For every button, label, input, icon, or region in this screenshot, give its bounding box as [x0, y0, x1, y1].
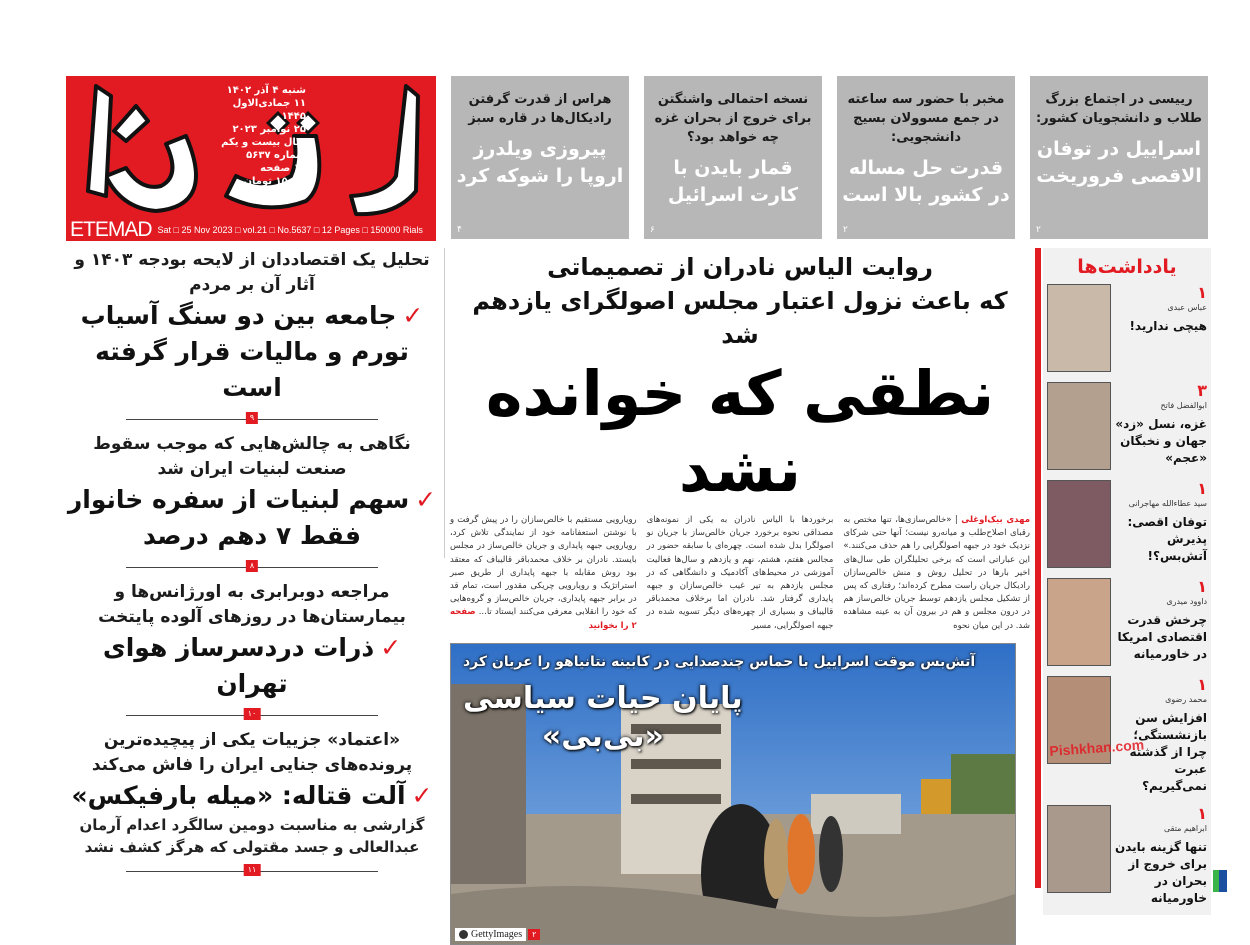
- note-item[interactable]: [1043, 803, 1211, 915]
- story-kicker: مراجعه دوبرابری به اورژانس‌ها و بیمارستان‌ها در روزهای آلوده پایتخت: [98, 582, 406, 627]
- main-column: [450, 250, 1030, 945]
- divider: [126, 864, 378, 878]
- watermark: Pishkhan.com: [1048, 736, 1145, 759]
- body-column: [450, 514, 637, 633]
- body-text: رویارویی مستقیم با خالص‌سازان را در پیش گرفت و با نوشتن استعفانامه خود از نمایندگی تلاش کرد، رویارویی جبهه پایداری و جریان خالص‌ساز در مجلس بایستد. نادران بر خلاف محمدباقر قالیباف که معتقد بود روش مقابله با جبهه پایداری از طریق صبر استراتژیک و رویارویی چریکی مقدور است، تمام قد در برابر جبهه پایداری، جریان خالص‌ساز و گروه‌هایی که خود را انقلابی معرفی می‌کنند ایستاد تا...: [449, 515, 637, 618]
- camera-icon: [459, 930, 468, 939]
- page-badge: ۱۰: [244, 708, 261, 720]
- note-author: داوود میدری: [1166, 597, 1207, 606]
- teaser-kicker: هراس از قدرت گرفتن رادیکال‌ها در قاره سبز: [468, 92, 612, 126]
- english-meta: Sat □ 25 Nov 2023 □ vol.21 □ No.5637 □ 12 Pages □ 150000 Rials: [157, 225, 423, 235]
- note-page: ۱: [1197, 675, 1207, 694]
- notes-title: یادداشت‌ها: [1077, 256, 1177, 278]
- read-more-link[interactable]: صفحه ۲ را بخوانید: [449, 607, 637, 631]
- author-photo: [1047, 805, 1111, 893]
- body-column: برخوردها با الیاس نادران به یکی از نمونه‌های مصداقی نحوه برخورد جریان خالص‌ساز با جریان نو اصولگرا بدل شده است. چهره‌ای با سابقه حضور در مجالس هفتم، هشتم، نهم و یازدهم و سال‌ها فعالیت آموزشی در محیط‌های آکادمیک و دانشگاهی که در مجلس یازدهم به تیر غیب خالص‌سازان و جبهه پایداری گرفتار شد. نادران اما برخلاف محمدباقر قالیباف و بسیاری از چهره‌های دیگر تسویه شده در جبهه اصولگرایی، مسیر: [646, 515, 834, 631]
- divider: [126, 412, 378, 426]
- story-headline: [66, 778, 438, 814]
- note-page: ۱: [1197, 804, 1207, 823]
- note-page: ۱: [1197, 283, 1207, 302]
- photo-title-line: «بی‌بی»: [541, 718, 664, 754]
- teaser-box[interactable]: [451, 76, 629, 239]
- note-title: تنها گزینه بایدن برای خروج از بحران در خاورمیانه: [1114, 840, 1207, 905]
- date-gregorian: ۲۵ نوامبر ۲۰۲۳: [232, 124, 306, 135]
- note-page: ۱: [1197, 479, 1207, 498]
- note-author: سید عطاءالله مهاجرانی: [1128, 499, 1207, 508]
- teaser-page: ۶: [650, 225, 655, 235]
- note-item[interactable]: [1043, 282, 1211, 380]
- story[interactable]: [66, 432, 438, 554]
- check-icon: ✓: [380, 633, 402, 662]
- masthead: [66, 76, 436, 241]
- photo-title-line: پایان حیات سیاسی: [463, 680, 743, 716]
- divider: [126, 708, 378, 722]
- teaser-kicker: نسخه احتمالی واشنگتن برای خروج از بحران غزه چه خواهد بود؟: [654, 92, 812, 145]
- story[interactable]: [66, 728, 438, 858]
- main-kicker[interactable]: [450, 250, 1030, 352]
- story-kicker: تحلیل یک اقتصاددان از لایحه بودجه ۱۴۰۳ و آثار آن بر مردم: [74, 250, 430, 295]
- story[interactable]: [66, 248, 438, 406]
- teaser-box[interactable]: [644, 76, 822, 239]
- note-title: توفان اقصی: پذیرش آتش‌بس؟!: [1127, 515, 1207, 563]
- left-column: [66, 248, 438, 884]
- masthead-footer: [66, 219, 436, 241]
- story-subtitle: گزارشی به مناسبت دومین سالگرد اعدام آرمان عبدالعالی و جسد مقتولی که هرگز کشف نشد: [79, 816, 425, 856]
- check-icon: ✓: [415, 485, 437, 514]
- credit-text: GettyImages: [471, 928, 523, 940]
- teaser-kicker: ریيسی در اجتماع بزرگ طلاب و دانشجویان کشور:: [1035, 92, 1203, 126]
- byline: مهدی بیک‌اوغلی: [961, 515, 1030, 525]
- check-icon: ✓: [402, 301, 424, 330]
- teaser-title: اسراییل در توفان الاقصی فروریخت: [1036, 138, 1202, 187]
- note-title: غزه، نسل «زد» جهان و نخبگان «عجم»: [1115, 417, 1207, 465]
- teaser-page: ۲: [843, 225, 848, 235]
- note-title: هیچی ندارید!: [1129, 319, 1207, 333]
- author-photo: [1047, 578, 1111, 666]
- note-page: ۱: [1197, 577, 1207, 596]
- photo-credit: [455, 928, 540, 941]
- note-author: ابوالفضل فاتح: [1160, 401, 1207, 410]
- note-item[interactable]: [1043, 478, 1211, 576]
- author-photo: [1047, 676, 1145, 764]
- kicker-line: که باعث نزول اعتبار مجلس اصولگرای یازدهم شد: [472, 287, 1008, 349]
- body-text: «خالص‌سازی‌ها، تنها مختص به رقبای اصلاح‌طلب و میانه‌رو نیست؛ آنها حتی شرکای نزدیک خود در جبهه اصولگرایی را هم حذف می‌کنند.» این عباراتی است که برخی تحلیلگران طی سال‌های اخیر بارها در تحلیل روش و منش خالص‌سازان رادیکال جریان راست مطرح کرده‌اند؛ رفتاری که پس از تشکیل مجلس یازدهم توسط جریان خالص‌ساز هم در درون مجلس و هم در بیرون آن به عینه مشاهده شد. در این میان نحوه: [843, 515, 1030, 631]
- story-kicker: نگاهی به چالش‌هایی که موجب سقوط صنعت لبنیات ایران شد: [93, 434, 411, 479]
- teaser-page: ۲: [1036, 225, 1041, 235]
- headline-text: آلت قتاله: «میله بارفیکس»: [71, 781, 406, 810]
- story-kicker: «اعتماد» جزییات یکی از پیچیده‌ترین پرونده‌های جنایی ایران را فاش می‌کند: [91, 730, 413, 775]
- page-count: ۱۲ صفحه: [260, 163, 306, 174]
- getty-credit: [455, 928, 526, 941]
- note-author: ابراهیم متقی: [1164, 824, 1207, 833]
- note-author: عباس عبدی: [1167, 303, 1207, 312]
- main-body: [450, 514, 1030, 633]
- price: ۱۵۰۰۰ تومان: [243, 176, 306, 187]
- story-headline: [66, 630, 438, 702]
- issue-number: شماره ۵۶۳۷: [246, 150, 306, 161]
- page-badge: ۱۱: [244, 864, 261, 876]
- masthead-dates: [206, 84, 306, 188]
- date-hijri: ۱۱ جمادی‌الاول ۱۴۴۵: [232, 98, 306, 122]
- teaser-box[interactable]: [837, 76, 1015, 239]
- note-item[interactable]: [1043, 576, 1211, 674]
- photo-kicker: آتش‌بس موقت اسراییل با حماس چندصدایی در کابینه نتانیاهو را عریان کرد: [463, 653, 976, 670]
- accent-bar: [1035, 248, 1041, 888]
- english-name: ETEMAD: [70, 218, 152, 241]
- divider: [126, 560, 378, 574]
- check-icon: ✓: [411, 781, 433, 810]
- kicker-line: روایت الیاس نادران از تصمیماتی: [547, 253, 933, 281]
- corner-mark: [1219, 870, 1227, 892]
- headline-text: جامعه بین دو سنگ آسیاب تورم و مالیات قرار گرفته است: [80, 301, 409, 402]
- story-headline: [66, 298, 438, 406]
- photo-text: [463, 652, 1003, 756]
- page-badge: ۹: [246, 412, 258, 424]
- teaser-page: ۴: [457, 225, 462, 235]
- story-headline: [66, 482, 438, 554]
- note-item[interactable]: [1043, 380, 1211, 478]
- note-page: ۳: [1197, 381, 1207, 400]
- story[interactable]: [66, 580, 438, 702]
- teaser-title: قمار بایدن با کارت اسرائیل: [667, 157, 799, 206]
- column-rule: [444, 248, 445, 558]
- note-item[interactable]: [1043, 674, 1211, 803]
- page-badge: ۸: [246, 560, 258, 572]
- teaser-box[interactable]: [1030, 76, 1208, 239]
- teaser-title: پیروزی ویلدرز اروپا را شوکه کرد: [456, 138, 624, 187]
- author-photo: [1047, 382, 1111, 470]
- teaser-title: قدرت حل مساله در کشور بالا است: [842, 157, 1010, 206]
- year: سال بیست و یکم: [221, 137, 306, 148]
- teaser-kicker: مخبر با حضور سه ساعته در جمع مسوولان بسیج دانشجویی:: [847, 92, 1005, 145]
- page-badge: ۲: [528, 929, 540, 940]
- notes-column: [1043, 248, 1211, 915]
- headline-text: ذرات دردسرساز هوای تهران: [102, 633, 375, 698]
- author-photo: [1047, 480, 1111, 568]
- photo-story[interactable]: [450, 643, 1016, 945]
- main-headline[interactable]: نطقی که خوانده نشد: [485, 357, 995, 506]
- photo-title: [463, 680, 743, 756]
- note-author: محمد رضوی: [1165, 695, 1207, 704]
- note-title: چرخش قدرت اقتصادی امریکا در خاورمیانه: [1117, 613, 1207, 661]
- body-column: مهدی بیک‌اوغلی | «خالص‌سازی‌ها، تنها مختص به رقبای اصلاح‌طلب و میانه‌رو نیست؛ آنها حتی شرکای نزدیک خود در جبهه اصولگرایی را هم حذف می‌کنند.» این عباراتی است که برخی تحلیلگران طی سال‌های اخیر بارها در تحلیل روش و منش خالص‌سازان رادیکال جریان راست مطرح کرده‌اند؛ رفتاری که پس از تشکیل مجلس یازدهم توسط جریان خالص‌ساز هم در درون مجلس و هم در بیرون آن به عینه مشاهده شد. در این میان نحوه: [843, 515, 1030, 631]
- note-title: افزایش سن بازنشستگی؛ چرا از گذشته عبرت نمی‌گیریم؟: [1129, 711, 1207, 793]
- author-photo: [1047, 284, 1111, 372]
- date-persian: شنبه ۴ آذر ۱۴۰۲: [226, 85, 306, 96]
- headline-text: سهم لبنیات از سفره خانوار فقط ۷ دهم درصد: [67, 485, 410, 550]
